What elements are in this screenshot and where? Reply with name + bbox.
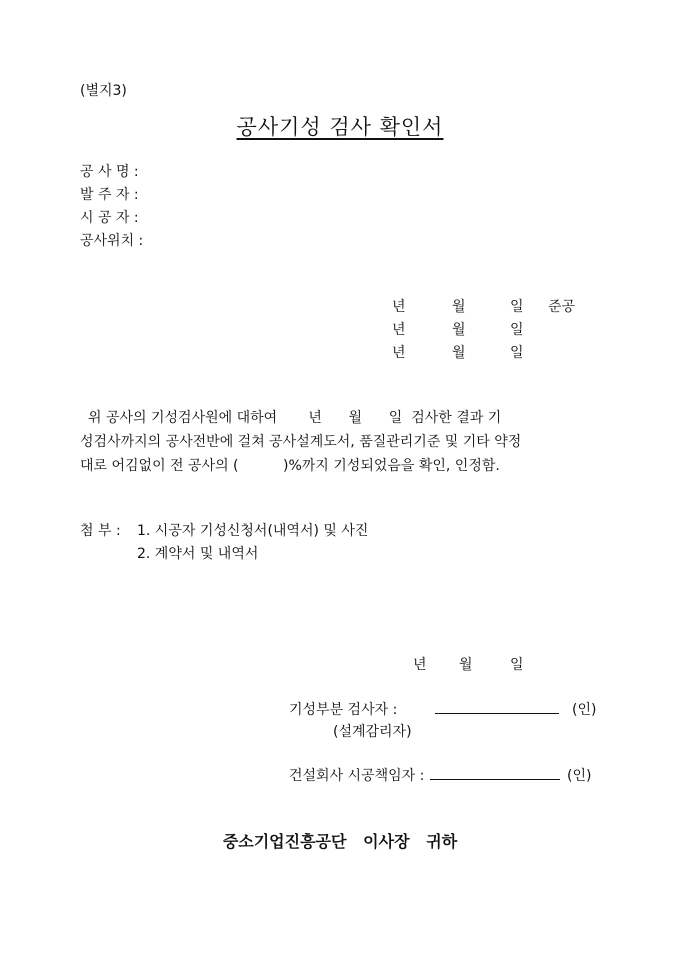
inspector-seal: (인) bbox=[572, 702, 597, 718]
body-line-1: 위 공사의 기성검사원에 대하여 년 월 일 검사한 결과 기 bbox=[88, 410, 502, 426]
info-project-name: 공 사 명 : bbox=[80, 164, 139, 180]
date-month: 월 bbox=[452, 345, 466, 361]
document-title bbox=[0, 111, 680, 141]
inspector-note: (설계감리자) bbox=[333, 724, 412, 740]
info-client: 발 주 자 : bbox=[80, 187, 139, 203]
inspector-signature-line bbox=[435, 700, 559, 714]
closing-addressee: 중소기업진흥공단 이사장 귀하 bbox=[222, 832, 458, 851]
info-contractor: 시 공 자 : bbox=[80, 210, 139, 226]
inspector-label: 기성부분 검사자 : bbox=[289, 702, 398, 718]
date-year: 년 bbox=[392, 299, 406, 315]
attachment-item-1: 1. 시공자 기성신청서(내역서) 및 사진 bbox=[137, 523, 369, 539]
body-line-3: 대로 어김없이 전 공사의 ( )%까지 기성되었음을 확인, 인정함. bbox=[80, 458, 500, 474]
date-day: 일 bbox=[510, 322, 524, 338]
date-day: 일 bbox=[510, 345, 524, 361]
annex-label: (별지3) bbox=[80, 83, 127, 99]
document-title-text: 공사기성 검사 확인서 bbox=[236, 115, 444, 139]
date-month: 월 bbox=[452, 322, 466, 338]
sign-date-month: 월 bbox=[459, 657, 473, 673]
manager-label: 건설회사 시공책임자 : bbox=[289, 768, 425, 784]
manager-seal: (인) bbox=[567, 768, 592, 784]
date-month: 월 bbox=[452, 299, 466, 315]
info-location: 공사위치 : bbox=[80, 233, 144, 249]
date-year: 년 bbox=[392, 345, 406, 361]
date-suffix: 준공 bbox=[548, 299, 576, 315]
attachments-label: 첨 부 : bbox=[80, 523, 121, 539]
date-year: 년 bbox=[392, 322, 406, 338]
attachment-item-2: 2. 계약서 및 내역서 bbox=[137, 546, 259, 562]
sign-date-day: 일 bbox=[510, 657, 524, 673]
body-line-2: 성검사까지의 공사전반에 걸쳐 공사설계도서, 품질관리기준 및 기타 약정 bbox=[80, 434, 522, 450]
date-day: 일 bbox=[510, 299, 524, 315]
manager-signature-line bbox=[430, 766, 560, 780]
sign-date-year: 년 bbox=[413, 657, 427, 673]
